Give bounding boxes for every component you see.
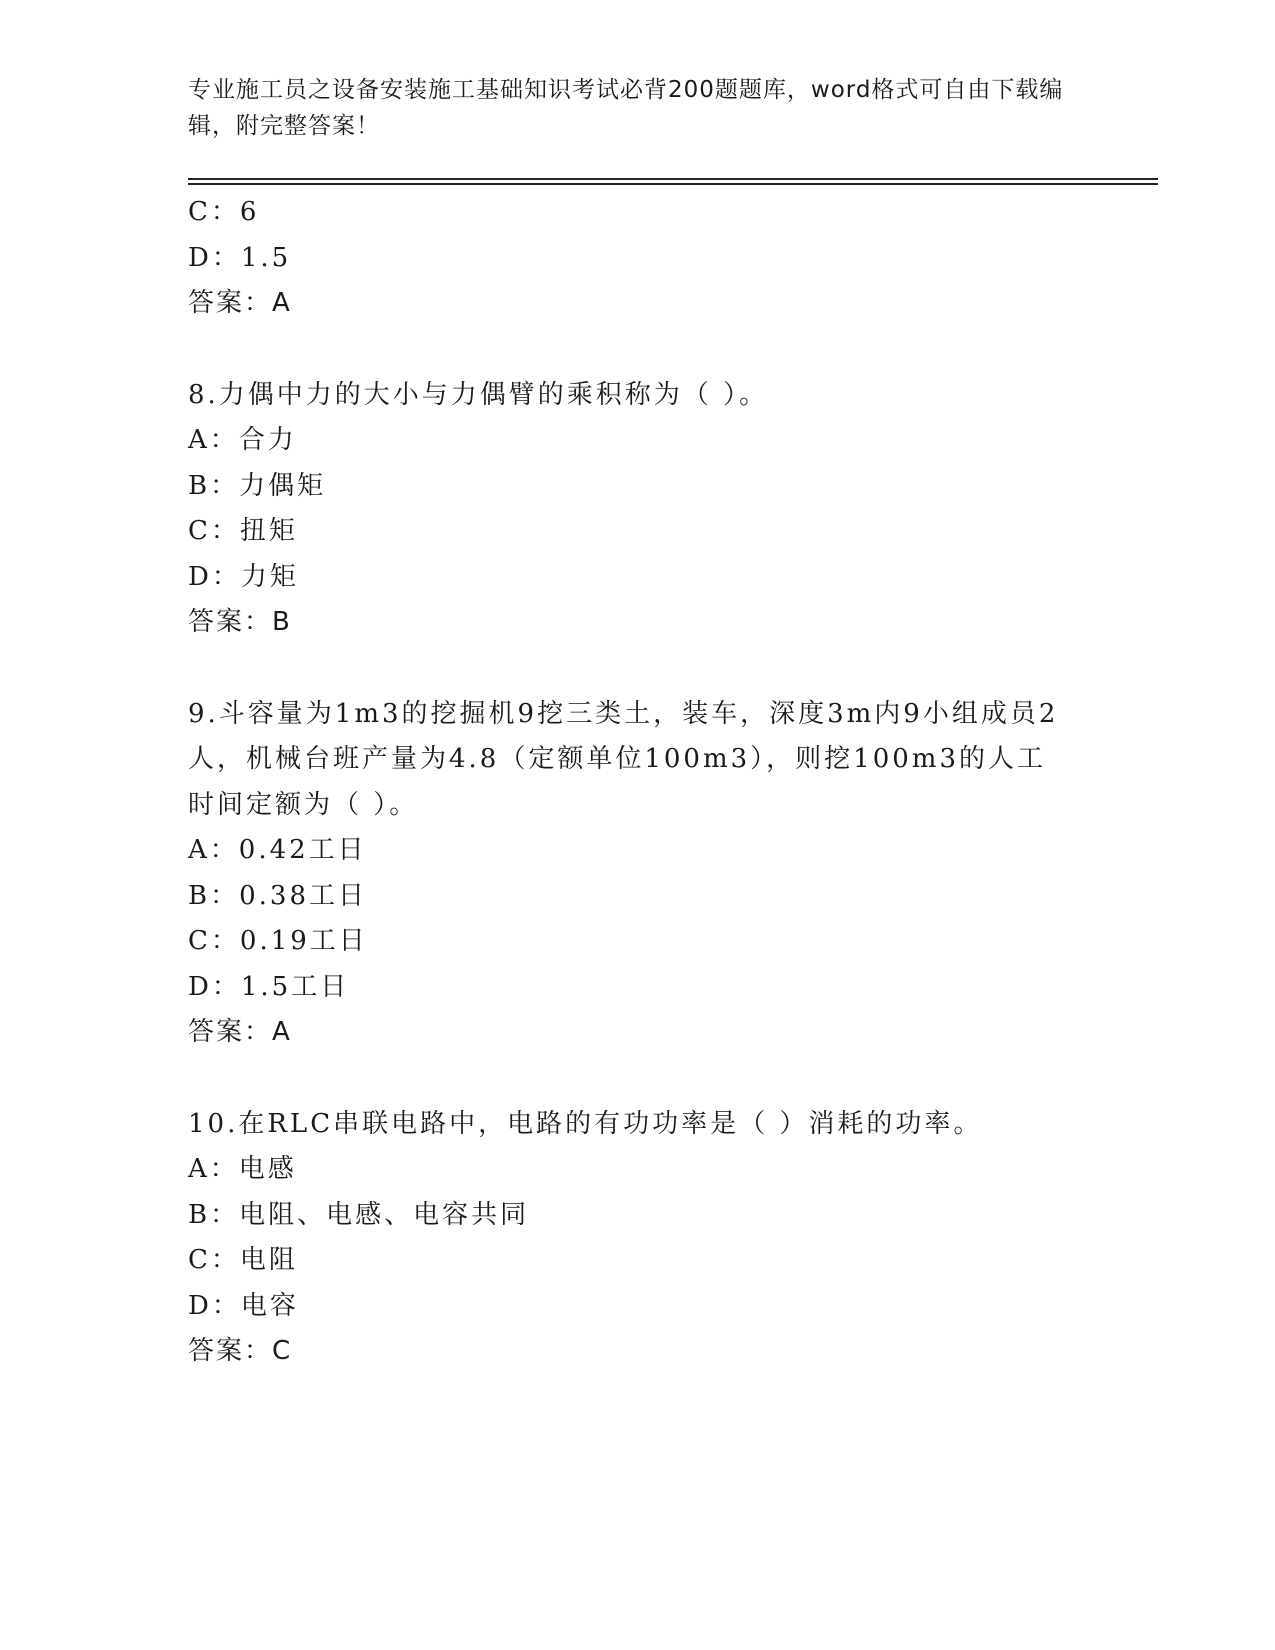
question-text: 10.在RLC串联电路中，电路的有功功率是（ ）消耗的功率。 [188,1108,983,1139]
option-d [188,555,1088,601]
option-label: B： [188,880,240,911]
question-list [188,190,1088,1375]
option-b [188,874,1088,920]
option-label: C： [188,197,240,227]
option-text: 0.38工日 [239,880,368,911]
spacer [188,646,1088,692]
question-text: 8.力偶中力的大小与力偶臂的乘积称为（ ）。 [188,379,769,410]
header-divider-bottom [188,183,1158,185]
header-divider-top [188,178,1158,180]
option-text: 6 [239,197,260,227]
option-text: 扭矩 [239,516,298,546]
option-label: C： [188,926,240,956]
option-text: 合力 [238,425,297,455]
option-text: 电阻 [239,1245,298,1275]
spacer [188,327,1088,373]
option-a [188,418,1088,464]
option-label: C： [188,1245,240,1275]
answer-line: 答案：B [188,607,292,637]
option-text: 力偶矩 [239,470,327,501]
answer-line: 答案：C [188,1336,293,1366]
option-label: D： [188,242,241,273]
option-c [188,1238,1088,1284]
option-label: D： [188,561,241,592]
option-d [188,965,1088,1011]
option-text: 电阻、电感、电容共同 [239,1199,530,1230]
option-label: D： [188,971,241,1002]
option-c [188,919,1088,965]
option-label: B： [188,1199,240,1230]
option-d [188,1284,1088,1330]
option-c [188,509,1088,555]
option-label: D： [188,1290,241,1321]
question-block-10 [188,1102,1088,1375]
continued-question-block [188,190,1088,327]
option-text: 1.5工日 [240,971,350,1002]
option-b [188,1193,1088,1239]
option-label: B： [188,470,240,501]
answer-line: 答案：A [188,1017,292,1047]
document-header-title: 专业施工员之设备安装施工基础知识考试必背200题题库，word格式可自由下载编辑，附完整答案！ [188,77,1064,139]
option-label: A： [188,1154,239,1184]
question-block-8 [188,373,1088,646]
question-block-9 [188,692,1088,1056]
option-text: 力矩 [240,561,299,592]
option-a [188,828,1088,874]
option-c [188,190,1088,236]
option-a [188,1147,1088,1193]
option-d [188,236,1088,282]
question-text: 9.斗容量为1m3的挖掘机9挖三类土，装车，深度3m内9小组成员2人，机械台班产量为4.8（定额单位100m3），则挖100m3的人工时间定额为（ ）。 [188,698,1059,820]
option-label: A： [188,425,239,455]
option-label: A： [188,835,239,865]
option-text: 电容 [240,1290,299,1321]
option-text: 0.42工日 [238,835,367,865]
option-text: 电感 [238,1154,297,1184]
answer-line: 答案：A [188,288,292,318]
spacer [188,1056,1088,1102]
option-text: 1.5 [240,242,292,273]
option-b [188,464,1088,510]
option-label: C： [188,516,240,546]
option-text: 0.19工日 [239,926,368,956]
